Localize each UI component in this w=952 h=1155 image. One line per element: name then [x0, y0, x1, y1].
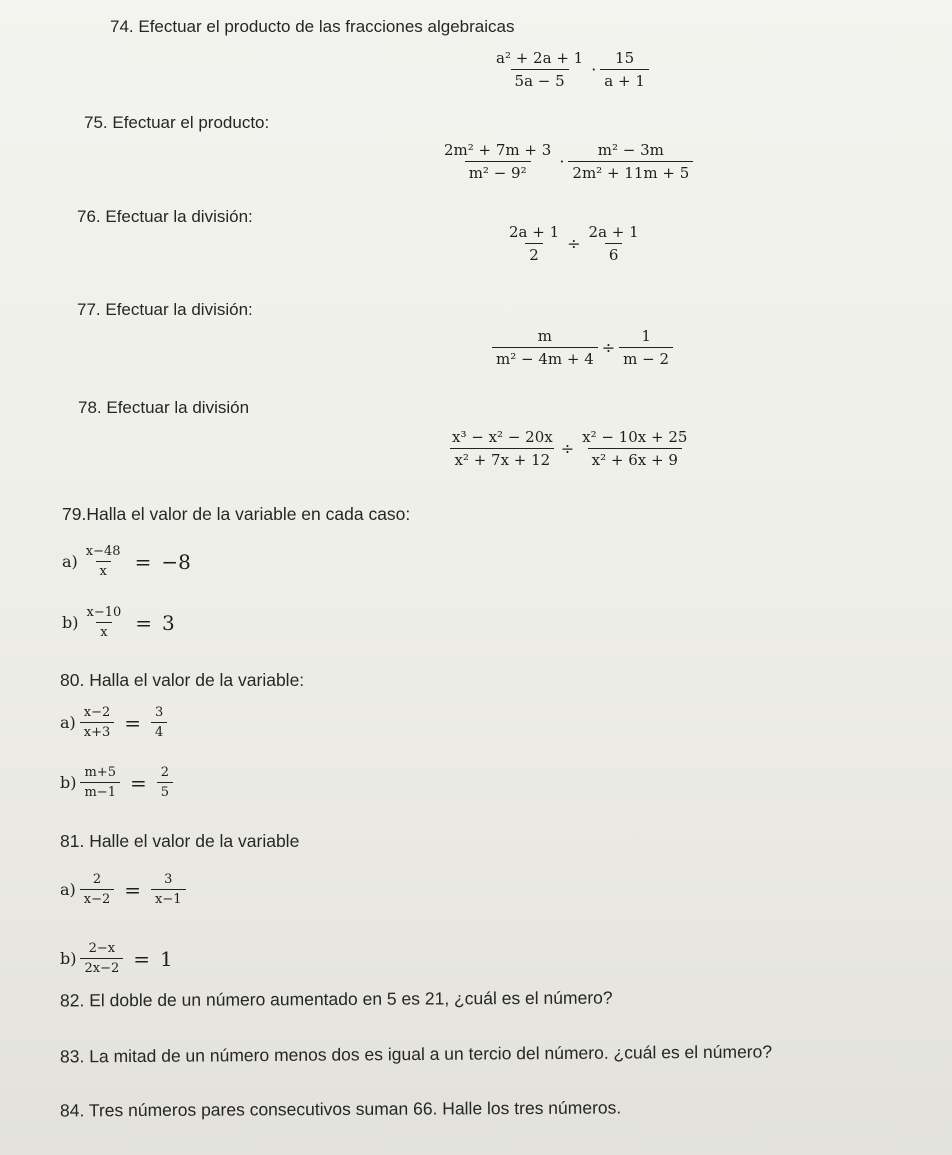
numerator: m² − 3m — [597, 141, 664, 159]
operator: · — [559, 152, 565, 171]
item-label: b) — [62, 613, 79, 632]
fraction — [492, 327, 598, 368]
problem-78-title: 78. Efectuar la división — [78, 398, 250, 417]
denominator: 4 — [151, 722, 167, 740]
denominator: 2x−2 — [80, 958, 123, 976]
denominator: 6 — [605, 243, 623, 264]
problem-75-expression — [440, 140, 693, 182]
numerator: x−48 — [85, 544, 121, 559]
fraction — [80, 941, 123, 976]
numerator: 15 — [615, 49, 635, 67]
equals-sign: = — [134, 549, 152, 574]
problem-77-expression — [492, 326, 673, 368]
fraction — [157, 765, 173, 800]
operator: ÷ — [567, 234, 581, 253]
denominator: m² − 4m + 4 — [492, 347, 598, 368]
fraction — [82, 605, 125, 640]
problem-83-text: 83. La mitad de un número menos dos es igual a un tercio del número. ¿cuál es el número? — [59, 1041, 773, 1067]
denominator: 2m² + 11m + 5 — [568, 161, 693, 182]
numerator: m+5 — [84, 765, 116, 780]
item-label: b) — [60, 949, 77, 968]
denominator: 2 — [525, 243, 543, 264]
right-hand-side: 3 — [162, 610, 175, 635]
right-hand-side: 1 — [160, 946, 173, 971]
numerator: x−10 — [86, 605, 122, 620]
denominator: 5a − 5 — [511, 69, 569, 90]
numerator: 2a + 1 — [509, 223, 560, 241]
operator: ÷ — [601, 338, 616, 357]
denominator: x+3 — [80, 722, 115, 740]
problem-79a-equation — [62, 544, 191, 579]
fraction — [440, 141, 555, 182]
fraction — [505, 223, 563, 264]
problem-80a-equation — [60, 705, 167, 740]
fraction — [80, 705, 115, 740]
item-label: a) — [62, 552, 78, 571]
fraction — [151, 872, 186, 907]
equals-sign: = — [133, 946, 151, 971]
denominator: x — [96, 561, 111, 579]
equals-sign: = — [124, 877, 142, 902]
problem-80-title: 80. Halla el valor de la variable: — [60, 670, 305, 690]
denominator: m − 2 — [619, 347, 673, 368]
numerator: 2a + 1 — [588, 223, 639, 241]
problem-74-expression — [492, 48, 649, 90]
problem-76-expression — [505, 222, 643, 264]
problem-81a-equation — [60, 872, 186, 907]
problem-75-title: 75. Efectuar el producto: — [84, 113, 270, 132]
problem-77-title: 77. Efectuar la división: — [77, 300, 253, 319]
problem-76-title: 76. Efectuar la división: — [77, 207, 253, 226]
denominator: a + 1 — [600, 69, 649, 90]
fraction — [80, 765, 120, 800]
denominator: x — [96, 622, 111, 640]
denominator: x−1 — [151, 889, 186, 907]
fraction — [492, 49, 587, 90]
denominator: m² − 9² — [465, 161, 531, 182]
numerator: 2−x — [88, 941, 116, 956]
item-label: a) — [60, 713, 76, 732]
problem-74-title: 74. Efectuar el producto de las fracciones algebraicas — [110, 17, 515, 36]
numerator: a² + 2a + 1 — [496, 49, 584, 67]
operator: ÷ — [560, 439, 575, 458]
numerator: 3 — [155, 705, 164, 720]
problem-81-title: 81. Halle el valor de la variable — [60, 831, 300, 851]
fraction — [151, 705, 167, 740]
numerator: m — [537, 327, 552, 345]
numerator: x² − 10x + 25 — [582, 428, 688, 446]
fraction — [448, 428, 557, 469]
fraction — [578, 428, 691, 469]
numerator: x−2 — [83, 705, 111, 720]
numerator: x³ − x² − 20x — [452, 428, 553, 446]
problem-82-text: 82. El doble de un número aumentado en 5 es 21, ¿cuál es el número? — [59, 987, 613, 1011]
numerator: 3 — [164, 872, 173, 887]
right-hand-side: −8 — [161, 549, 191, 574]
denominator: x² + 7x + 12 — [450, 448, 554, 469]
item-label: b) — [60, 773, 77, 792]
problem-79b-equation — [62, 605, 175, 640]
numerator: 2 — [92, 872, 102, 887]
problem-81b-equation — [60, 941, 173, 976]
problem-80b-equation — [60, 765, 173, 800]
equals-sign: = — [129, 770, 147, 795]
fraction — [585, 223, 643, 264]
numerator: 1 — [641, 327, 651, 345]
fraction — [82, 544, 125, 579]
numerator: 2m² + 7m + 3 — [444, 141, 552, 159]
denominator: x−2 — [80, 889, 115, 907]
fraction — [80, 872, 115, 907]
fraction — [600, 49, 649, 90]
fraction — [568, 141, 693, 182]
operator: · — [591, 60, 597, 79]
item-label: a) — [60, 880, 76, 899]
numerator: 2 — [160, 765, 170, 780]
problem-78-expression — [448, 427, 691, 469]
equals-sign: = — [124, 710, 142, 735]
denominator: 5 — [157, 782, 173, 800]
problem-79-title: 79.Halla el valor de la variable en cada caso: — [62, 504, 411, 524]
denominator: x² + 6x + 9 — [588, 448, 682, 469]
denominator: m−1 — [80, 782, 120, 800]
fraction — [619, 327, 673, 368]
equals-sign: = — [135, 610, 153, 635]
problem-84-text: 84. Tres números pares consecutivos suman 66. Halle los tres números. — [59, 1097, 622, 1121]
